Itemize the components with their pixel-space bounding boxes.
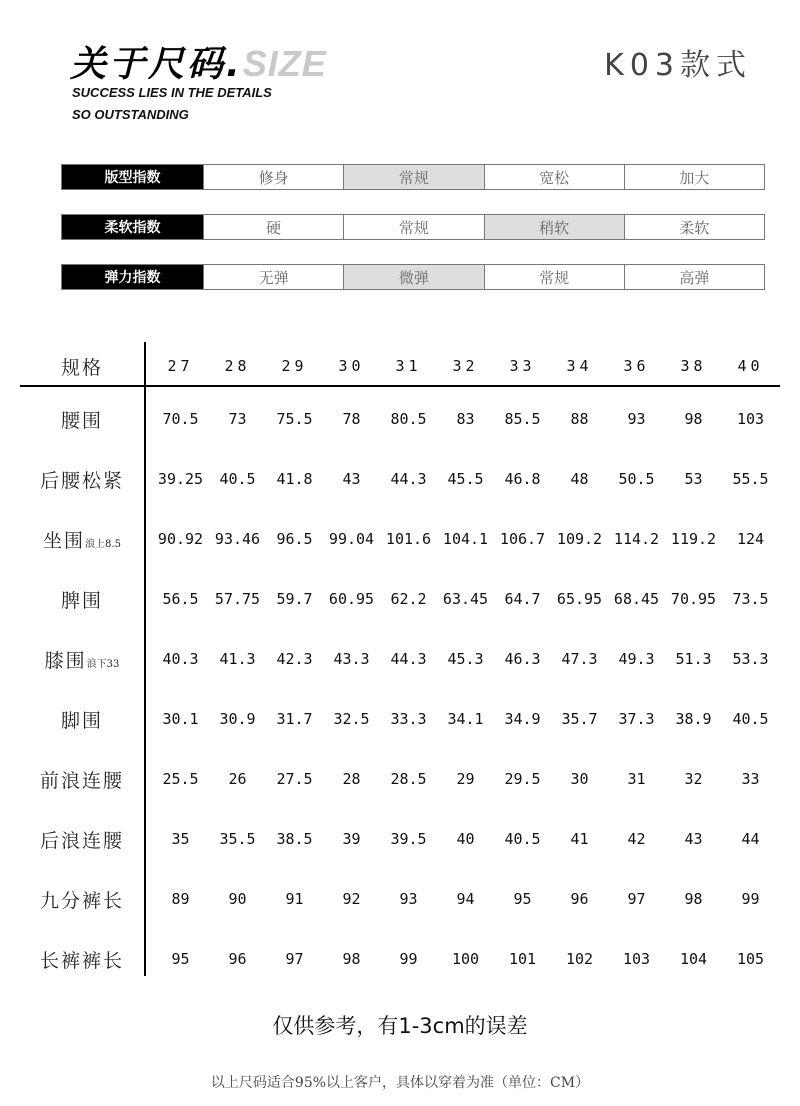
table-cell: 57.75 — [214, 590, 261, 608]
table-cell: 41 — [570, 830, 589, 848]
table-row — [20, 819, 780, 859]
row-label — [20, 406, 144, 433]
table-cell: 104 — [679, 950, 708, 968]
row-label — [20, 526, 144, 553]
table-cell: 28.5 — [390, 770, 427, 788]
table-cell: 101.6 — [385, 530, 432, 548]
table-cell: 90.92 — [157, 530, 204, 548]
row-label-text: 坐围 — [43, 529, 86, 552]
table-cell: 80.5 — [390, 410, 427, 428]
reference-note: 仅供参考，有1-3cm的误差 — [272, 1014, 528, 1038]
table-cell: 56.5 — [162, 590, 199, 608]
table-cell: 41.3 — [219, 650, 256, 668]
table-cell: 32 — [684, 770, 703, 788]
row-label — [20, 706, 144, 733]
table-cell: 99 — [741, 890, 760, 908]
table-cell: 29 — [456, 770, 475, 788]
table-cell: 73 — [228, 410, 247, 428]
table-cell: 26 — [228, 770, 247, 788]
title-english: SIZE — [242, 43, 327, 84]
table-cell: 83 — [456, 410, 475, 428]
table-cell: 63.45 — [442, 590, 489, 608]
index-label: 版型指数 — [62, 165, 203, 189]
table-cell: 109.2 — [556, 530, 603, 548]
table-cell: 104.1 — [442, 530, 489, 548]
row-label-text: 后腰松紧 — [39, 469, 124, 492]
table-cell: 40.5 — [732, 710, 769, 728]
index-option-selected: 常规 — [343, 165, 483, 189]
table-cell: 103 — [622, 950, 651, 968]
table-cell: 99 — [399, 950, 418, 968]
table-cell: 50.5 — [618, 470, 655, 488]
table-cell: 55.5 — [732, 470, 769, 488]
size-header-cell: 29 — [281, 357, 308, 375]
table-cell: 38.5 — [276, 830, 313, 848]
index-option-selected: 稍软 — [484, 215, 624, 239]
table-row — [20, 459, 780, 499]
table-cell: 93.46 — [214, 530, 261, 548]
table-cell: 75.5 — [276, 410, 313, 428]
table-cell: 44.3 — [390, 470, 427, 488]
table-row — [20, 399, 780, 439]
table-cell: 37.3 — [618, 710, 655, 728]
table-cell: 35 — [171, 830, 190, 848]
table-row — [20, 519, 780, 559]
table-cell: 42 — [627, 830, 646, 848]
table-cell: 33 — [741, 770, 760, 788]
table-cell: 25.5 — [162, 770, 199, 788]
row-label — [20, 586, 144, 613]
table-cell: 96 — [228, 950, 247, 968]
table-cell: 44.3 — [390, 650, 427, 668]
index-option-selected: 微弹 — [343, 265, 483, 289]
table-cell: 31.7 — [276, 710, 313, 728]
index-option: 加大 — [624, 165, 764, 189]
table-cell: 73.5 — [732, 590, 769, 608]
table-cell: 70.95 — [670, 590, 717, 608]
table-row — [20, 699, 780, 739]
table-cell: 94 — [456, 890, 475, 908]
table-cell: 106.7 — [499, 530, 546, 548]
index-option: 常规 — [484, 265, 624, 289]
index-row — [61, 214, 765, 240]
table-cell: 44 — [741, 830, 760, 848]
row-label — [20, 766, 144, 793]
table-cell: 30 — [570, 770, 589, 788]
table-cell: 46.3 — [504, 650, 541, 668]
index-option: 修身 — [203, 165, 343, 189]
index-row — [61, 264, 765, 290]
row-label-text: 脚围 — [60, 709, 103, 732]
table-cell: 103 — [736, 410, 765, 428]
table-cell: 98 — [684, 410, 703, 428]
table-cell: 65.95 — [556, 590, 603, 608]
table-cell: 95 — [171, 950, 190, 968]
page-title — [70, 36, 327, 85]
table-cell: 34.1 — [447, 710, 484, 728]
table-cell: 62.2 — [390, 590, 427, 608]
tagline-line-1: SUCCESS LIES IN THE DETAILS — [72, 85, 272, 100]
row-label-text: 后浪连腰 — [39, 829, 124, 852]
index-option: 硬 — [203, 215, 343, 239]
table-cell: 102 — [565, 950, 594, 968]
size-header-cell: 28 — [224, 357, 251, 375]
header-label: 规格 — [60, 356, 103, 379]
size-header-cell: 27 — [167, 357, 194, 375]
table-cell: 105 — [736, 950, 765, 968]
table-cell: 40.5 — [504, 830, 541, 848]
table-cell: 48 — [570, 470, 589, 488]
row-label — [20, 886, 144, 913]
size-header-cell: 40 — [737, 357, 764, 375]
table-cell: 43 — [684, 830, 703, 848]
table-cell: 47.3 — [561, 650, 598, 668]
row-label — [20, 466, 144, 493]
table-cell: 30.1 — [162, 710, 199, 728]
size-header-cell: 30 — [338, 357, 365, 375]
table-cell: 49.3 — [618, 650, 655, 668]
row-label-text: 九分裤长 — [39, 889, 124, 912]
table-cell: 39 — [342, 830, 361, 848]
table-cell: 96 — [570, 890, 589, 908]
size-header-cell: 32 — [452, 357, 479, 375]
table-cell: 28 — [342, 770, 361, 788]
table-cell: 43 — [342, 470, 361, 488]
model-code: K03款式 — [604, 48, 752, 83]
table-cell: 60.95 — [328, 590, 375, 608]
table-cell: 45.5 — [447, 470, 484, 488]
table-cell: 64.7 — [504, 590, 541, 608]
table-row — [20, 759, 780, 799]
table-cell: 35.5 — [219, 830, 256, 848]
table-cell: 78 — [342, 410, 361, 428]
table-cell: 97 — [627, 890, 646, 908]
table-cell: 100 — [451, 950, 480, 968]
table-cell: 114.2 — [613, 530, 660, 548]
index-option: 高弹 — [624, 265, 764, 289]
table-cell: 30.9 — [219, 710, 256, 728]
table-cell: 93 — [399, 890, 418, 908]
table-cell: 124 — [736, 530, 765, 548]
table-row — [20, 579, 780, 619]
table-cell: 35.7 — [561, 710, 598, 728]
row-label-text: 长裤裤长 — [39, 949, 124, 972]
table-cell: 93 — [627, 410, 646, 428]
table-cell: 39.5 — [390, 830, 427, 848]
table-cell: 90 — [228, 890, 247, 908]
table-cell: 85.5 — [504, 410, 541, 428]
table-cell: 34.9 — [504, 710, 541, 728]
row-label — [20, 646, 144, 673]
table-cell: 40.5 — [219, 470, 256, 488]
index-label: 柔软指数 — [62, 215, 203, 239]
row-label — [20, 826, 144, 853]
table-cell: 39.25 — [157, 470, 204, 488]
size-header-cell: 31 — [395, 357, 422, 375]
index-option: 常规 — [343, 215, 483, 239]
table-cell: 68.45 — [613, 590, 660, 608]
size-header-cell: 34 — [566, 357, 593, 375]
size-header-cell: 38 — [680, 357, 707, 375]
table-row — [20, 939, 780, 979]
footer-note: 以上尺码适合95%以上客户，具体以穿着为准（单位：CM） — [210, 1075, 590, 1091]
table-cell: 88 — [570, 410, 589, 428]
table-cell: 119.2 — [670, 530, 717, 548]
table-cell: 53.3 — [732, 650, 769, 668]
table-cell: 98 — [684, 890, 703, 908]
row-label-note: 浪上8.5 — [85, 538, 121, 550]
size-header-cell: 33 — [509, 357, 536, 375]
table-cell: 27.5 — [276, 770, 313, 788]
table-cell: 53 — [684, 470, 703, 488]
table-cell: 46.8 — [504, 470, 541, 488]
table-cell: 40.3 — [162, 650, 199, 668]
row-label-text: 腰围 — [60, 409, 103, 432]
table-cell: 101 — [508, 950, 537, 968]
table-cell: 38.9 — [675, 710, 712, 728]
table-cell: 29.5 — [504, 770, 541, 788]
table-cell: 43.3 — [333, 650, 370, 668]
table-cell: 33.3 — [390, 710, 427, 728]
table-cell: 95 — [513, 890, 532, 908]
table-cell: 98 — [342, 950, 361, 968]
size-header-cell: 36 — [623, 357, 650, 375]
table-row — [20, 639, 780, 679]
table-cell: 59.7 — [276, 590, 313, 608]
table-cell: 31 — [627, 770, 646, 788]
title-chinese: 关于尺码. — [70, 44, 243, 85]
table-cell: 42.3 — [276, 650, 313, 668]
table-row — [20, 879, 780, 919]
table-cell: 32.5 — [333, 710, 370, 728]
table-cell: 70.5 — [162, 410, 199, 428]
table-header-row — [20, 346, 780, 386]
index-option: 宽松 — [484, 165, 624, 189]
table-cell: 40 — [456, 830, 475, 848]
row-label-text: 前浪连腰 — [39, 769, 124, 792]
index-option: 无弹 — [203, 265, 343, 289]
table-cell: 99.04 — [328, 530, 375, 548]
index-option: 柔软 — [624, 215, 764, 239]
row-label — [20, 946, 144, 973]
row-label-text: 膝围 — [44, 649, 87, 672]
table-cell: 45.3 — [447, 650, 484, 668]
table-cell: 96.5 — [276, 530, 313, 548]
table-cell: 41.8 — [276, 470, 313, 488]
table-cell: 92 — [342, 890, 361, 908]
table-cell: 91 — [285, 890, 304, 908]
table-cell: 97 — [285, 950, 304, 968]
row-label-text: 脾围 — [60, 589, 103, 612]
table-cell: 89 — [171, 890, 190, 908]
tagline-line-2: SO OUTSTANDING — [72, 107, 189, 122]
table-cell: 51.3 — [675, 650, 712, 668]
row-label-note: 浪下33 — [86, 658, 120, 670]
index-row — [61, 164, 765, 190]
index-label: 弹力指数 — [62, 265, 203, 289]
